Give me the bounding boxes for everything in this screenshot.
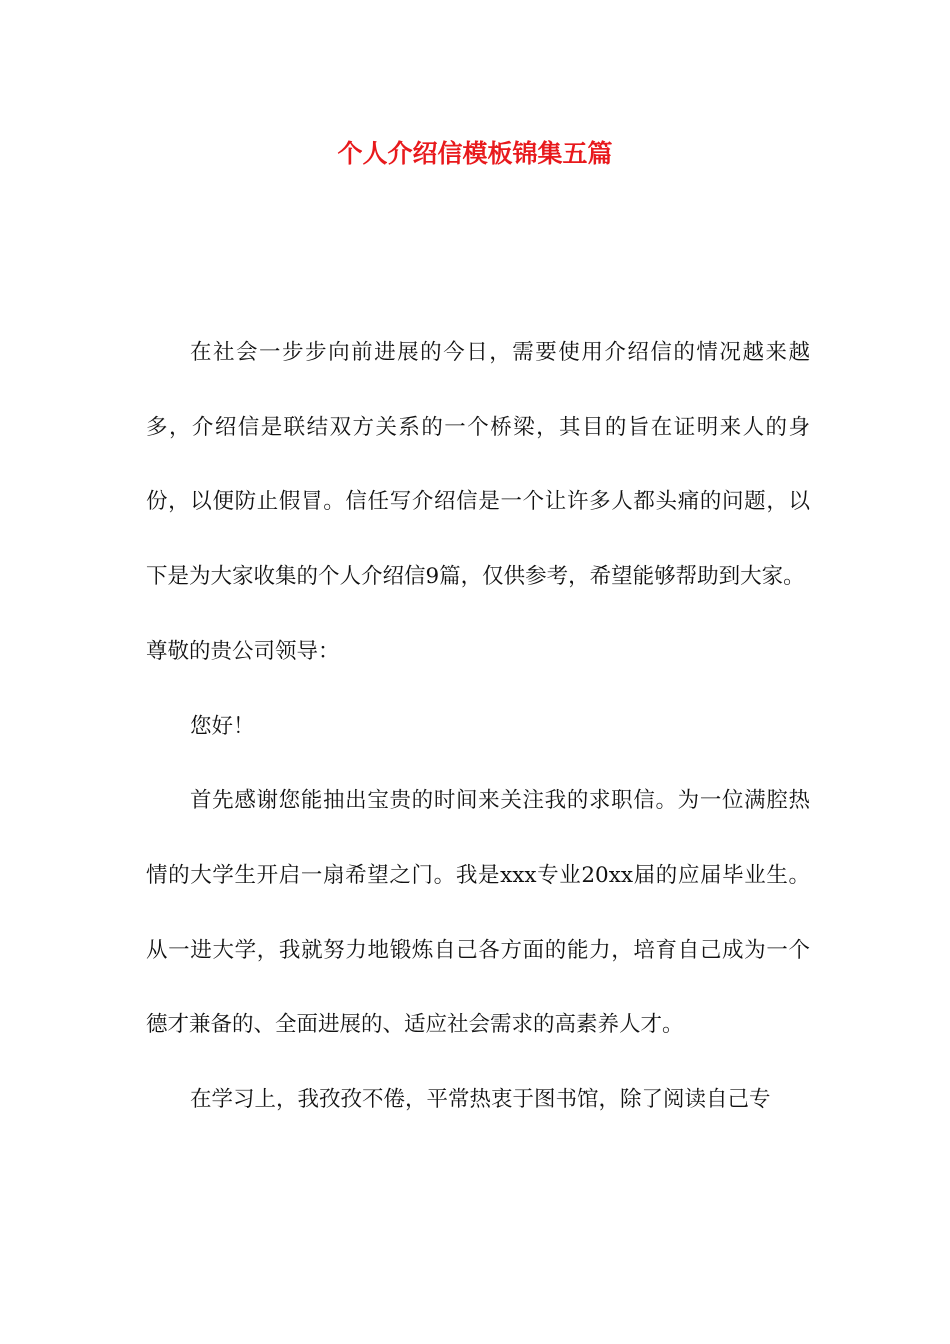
letter-paragraph: 在学习上，我孜孜不倦，平常热衷于图书馆，除了阅读自己专	[190, 1087, 771, 1113]
salutation: 尊敬的贵公司领导：	[146, 638, 340, 664]
intro-paragraph: 在社会一步步向前进展的今日，需要使用介绍信的情况越来越多，介绍信是联结双方关系的一个桥梁，其目的旨在证明来人的身份，以便防止假冒。信任写介绍信是一个让许多人都头痛的问题，以下是为大家收集的个人介绍信9篇，仅供参考，希望能够帮助到大家。	[146, 340, 810, 590]
greeting: 您好！	[190, 713, 255, 739]
letter-paragraph: 首先感谢您能抽出宝贵的时间来关注我的求职信。为一位满腔热情的大学生开启一扇希望之门。我是xxx专业20xx届的应届毕业生。从一进大学，我就努力地锻炼自己各方面的能力，培育自己成为一个德才兼备的、全面进展的、适应社会需求的高素养人才。	[146, 788, 810, 1038]
document-body	[146, 316, 810, 1138]
document-title: 个人介绍信模板锦集五篇	[337, 139, 613, 168]
